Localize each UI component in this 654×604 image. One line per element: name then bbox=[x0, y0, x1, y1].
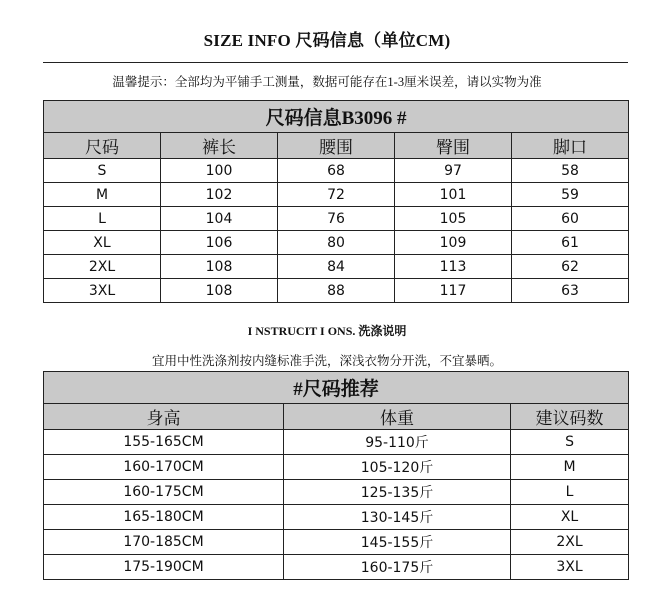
table-cell: 104 bbox=[161, 207, 278, 231]
table-row bbox=[44, 207, 629, 231]
table-cell: 102 bbox=[161, 183, 278, 207]
recommend-header-cell: 建议码数 bbox=[511, 404, 629, 430]
table-cell: S bbox=[511, 430, 629, 455]
table-cell: 95-110斤 bbox=[284, 430, 511, 455]
table-row bbox=[44, 430, 629, 455]
recommend-header-cell: 身高 bbox=[44, 404, 284, 430]
table-cell: 72 bbox=[278, 183, 395, 207]
table-row bbox=[44, 555, 629, 580]
table-row bbox=[44, 183, 629, 207]
table-cell: 2XL bbox=[511, 530, 629, 555]
table-cell: 160-170CM bbox=[44, 455, 284, 480]
table-cell: 130-145斤 bbox=[284, 505, 511, 530]
table-cell: 3XL bbox=[511, 555, 629, 580]
table-cell: 113 bbox=[395, 255, 512, 279]
table-row bbox=[44, 255, 629, 279]
table-cell: XL bbox=[44, 231, 161, 255]
table-cell: 125-135斤 bbox=[284, 480, 511, 505]
recommend-header-cell: 体重 bbox=[284, 404, 511, 430]
table-cell: 108 bbox=[161, 255, 278, 279]
table-cell: 60 bbox=[512, 207, 629, 231]
table-row bbox=[44, 231, 629, 255]
table-cell: 62 bbox=[512, 255, 629, 279]
recommend-table-title: #尺码推荐 bbox=[44, 372, 629, 404]
instructions-heading: I NSTRUCIT I ONS. 洗涤说明 bbox=[247, 324, 407, 338]
table-cell: 106 bbox=[161, 231, 278, 255]
page-title: SIZE INFO 尺码信息（单位CM) bbox=[203, 31, 451, 50]
table-cell: 101 bbox=[395, 183, 512, 207]
size-table-title: 尺码信息B3096 # bbox=[44, 101, 629, 133]
table-cell: XL bbox=[511, 505, 629, 530]
table-cell: 170-185CM bbox=[44, 530, 284, 555]
table-cell: 175-190CM bbox=[44, 555, 284, 580]
table-cell: L bbox=[511, 480, 629, 505]
table-cell: 2XL bbox=[44, 255, 161, 279]
table-row bbox=[44, 159, 629, 183]
table-cell: 61 bbox=[512, 231, 629, 255]
table-cell: 160-175斤 bbox=[284, 555, 511, 580]
top-divider bbox=[43, 62, 628, 63]
instructions-text: 宜用中性洗涤剂按内缝标准手洗，深浅衣物分开洗，不宜暴晒。 bbox=[151, 354, 502, 368]
size-header-cell: 腰围 bbox=[278, 133, 395, 159]
table-cell: 63 bbox=[512, 279, 629, 303]
size-header-cell: 裤长 bbox=[161, 133, 278, 159]
table-cell: 155-165CM bbox=[44, 430, 284, 455]
table-cell: 88 bbox=[278, 279, 395, 303]
table-cell: 109 bbox=[395, 231, 512, 255]
table-cell: 105 bbox=[395, 207, 512, 231]
table-row bbox=[44, 530, 629, 555]
table-cell: 80 bbox=[278, 231, 395, 255]
measurement-tip: 温馨提示：全部均为平铺手工测量，数据可能存在1-3厘米误差，请以实物为准 bbox=[112, 75, 542, 89]
table-cell: 76 bbox=[278, 207, 395, 231]
size-header-cell: 脚口 bbox=[512, 133, 629, 159]
table-cell: 145-155斤 bbox=[284, 530, 511, 555]
table-cell: 68 bbox=[278, 159, 395, 183]
table-cell: M bbox=[44, 183, 161, 207]
table-row bbox=[44, 455, 629, 480]
table-cell: 160-175CM bbox=[44, 480, 284, 505]
table-cell: 3XL bbox=[44, 279, 161, 303]
table-cell: S bbox=[44, 159, 161, 183]
table-cell: 84 bbox=[278, 255, 395, 279]
table-cell: 59 bbox=[512, 183, 629, 207]
table-cell: L bbox=[44, 207, 161, 231]
table-row bbox=[44, 480, 629, 505]
table-cell: M bbox=[511, 455, 629, 480]
table-cell: 100 bbox=[161, 159, 278, 183]
table-cell: 108 bbox=[161, 279, 278, 303]
table-cell: 105-120斤 bbox=[284, 455, 511, 480]
table-cell: 165-180CM bbox=[44, 505, 284, 530]
size-header-cell: 尺码 bbox=[44, 133, 161, 159]
table-cell: 97 bbox=[395, 159, 512, 183]
size-table bbox=[43, 100, 629, 303]
size-header-cell: 臀围 bbox=[395, 133, 512, 159]
table-row bbox=[44, 505, 629, 530]
table-cell: 117 bbox=[395, 279, 512, 303]
table-cell: 58 bbox=[512, 159, 629, 183]
table-row bbox=[44, 279, 629, 303]
recommend-table bbox=[43, 371, 629, 580]
